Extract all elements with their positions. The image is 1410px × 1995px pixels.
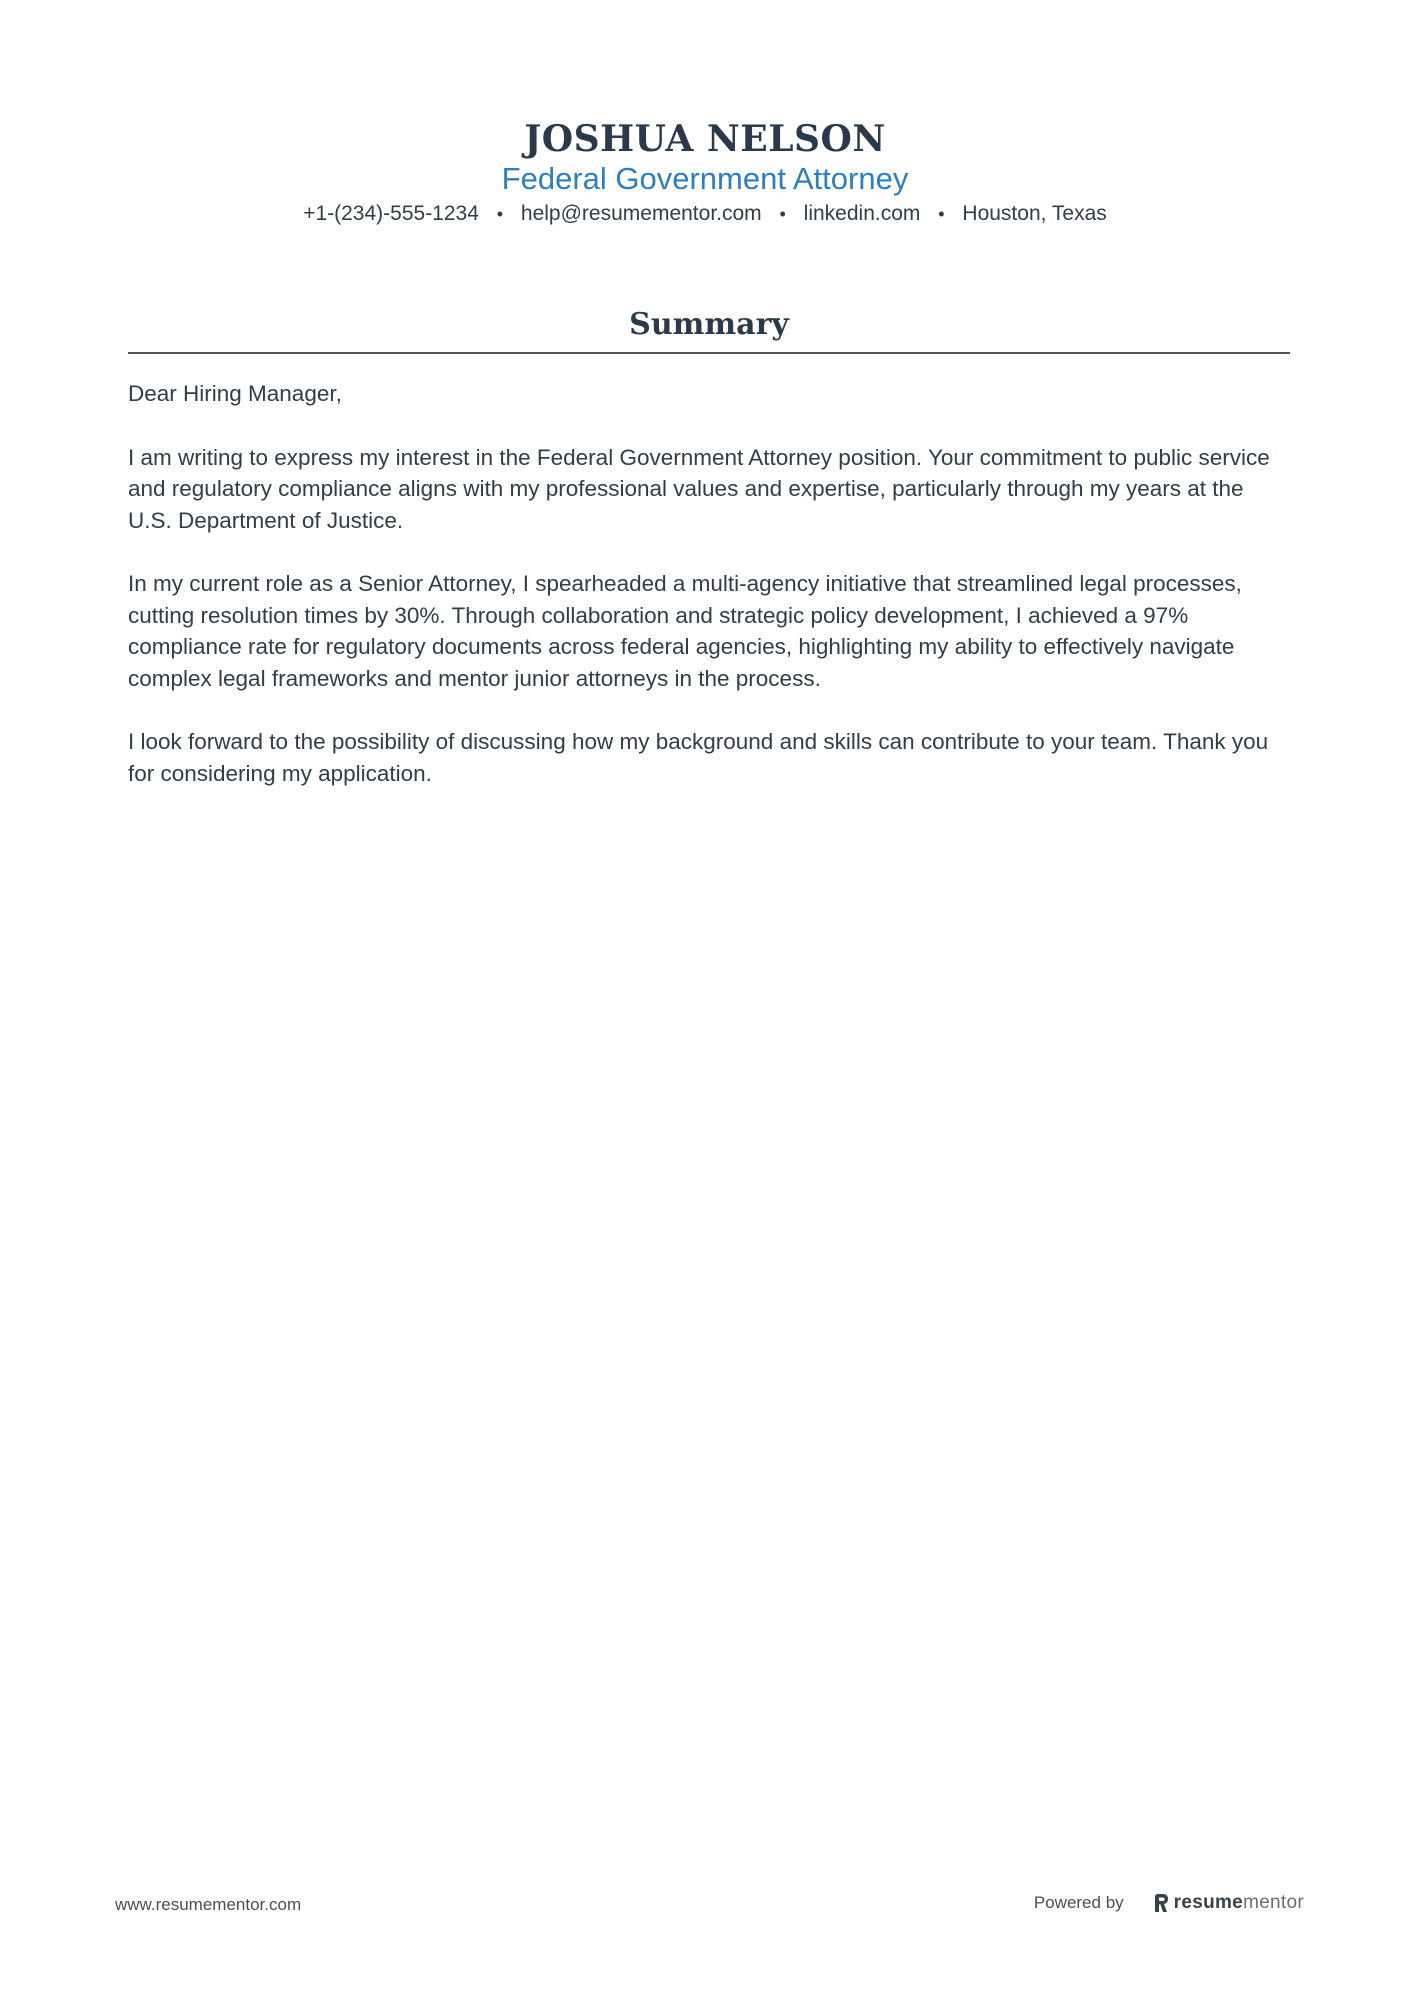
brand-logo <box>1154 1892 1304 1914</box>
contact-linkedin: linkedin.com <box>803 202 921 225</box>
brand-name-part1: resume <box>1173 1892 1244 1913</box>
letter-header <box>0 118 1410 228</box>
bullet-separator: • <box>496 204 504 224</box>
bullet-separator: • <box>938 204 945 224</box>
brand-name-part2: mentor <box>1243 1892 1304 1913</box>
applicant-name: JOSHUA NELSON <box>524 118 886 160</box>
contact-location: Houston, Texas <box>962 202 1107 225</box>
footer-branding <box>1034 1892 1304 1914</box>
resumementor-logo-icon <box>1154 1893 1169 1913</box>
applicant-job-title: Federal Government Attorney <box>501 161 909 196</box>
powered-by-label: Powered by <box>1033 1893 1124 1912</box>
contact-line <box>0 200 1410 228</box>
footer-website: www.resumementor.com <box>115 1895 302 1914</box>
bullet-separator: • <box>779 204 786 224</box>
letter-paragraph: I look forward to the possibility of discussing how my background and skills can contribute to your team. Thank you for considering my application. <box>128 729 1269 786</box>
contact-phone: +1-(234)-555-1234 <box>303 202 479 225</box>
section-title: Summary <box>128 304 1290 354</box>
contact-email: help@resumementor.com <box>520 202 762 225</box>
letter-paragraph: I am writing to express my interest in the Federal Government Attorney position. Your commitment to public service and regulatory compliance aligns with my professional values and expertise, particularly through my years at the U.S. Department of Justice. <box>128 444 1270 533</box>
letter-body <box>128 378 1290 789</box>
letter-paragraph: In my current role as a Senior Attorney, I spearheaded a multi-agency initiative that streamlined legal processes, cutting resolution times by 30%. Through collaboration and strategic policy development, I achieved a 97% compliance rate for regulatory documents across federal agencies, highlighting my ability to effectively navigate complex legal frameworks and mentor junior attorneys in the process. <box>128 571 1242 691</box>
summary-section <box>128 304 1290 821</box>
letter-greeting: Dear Hiring Manager, <box>128 381 342 406</box>
